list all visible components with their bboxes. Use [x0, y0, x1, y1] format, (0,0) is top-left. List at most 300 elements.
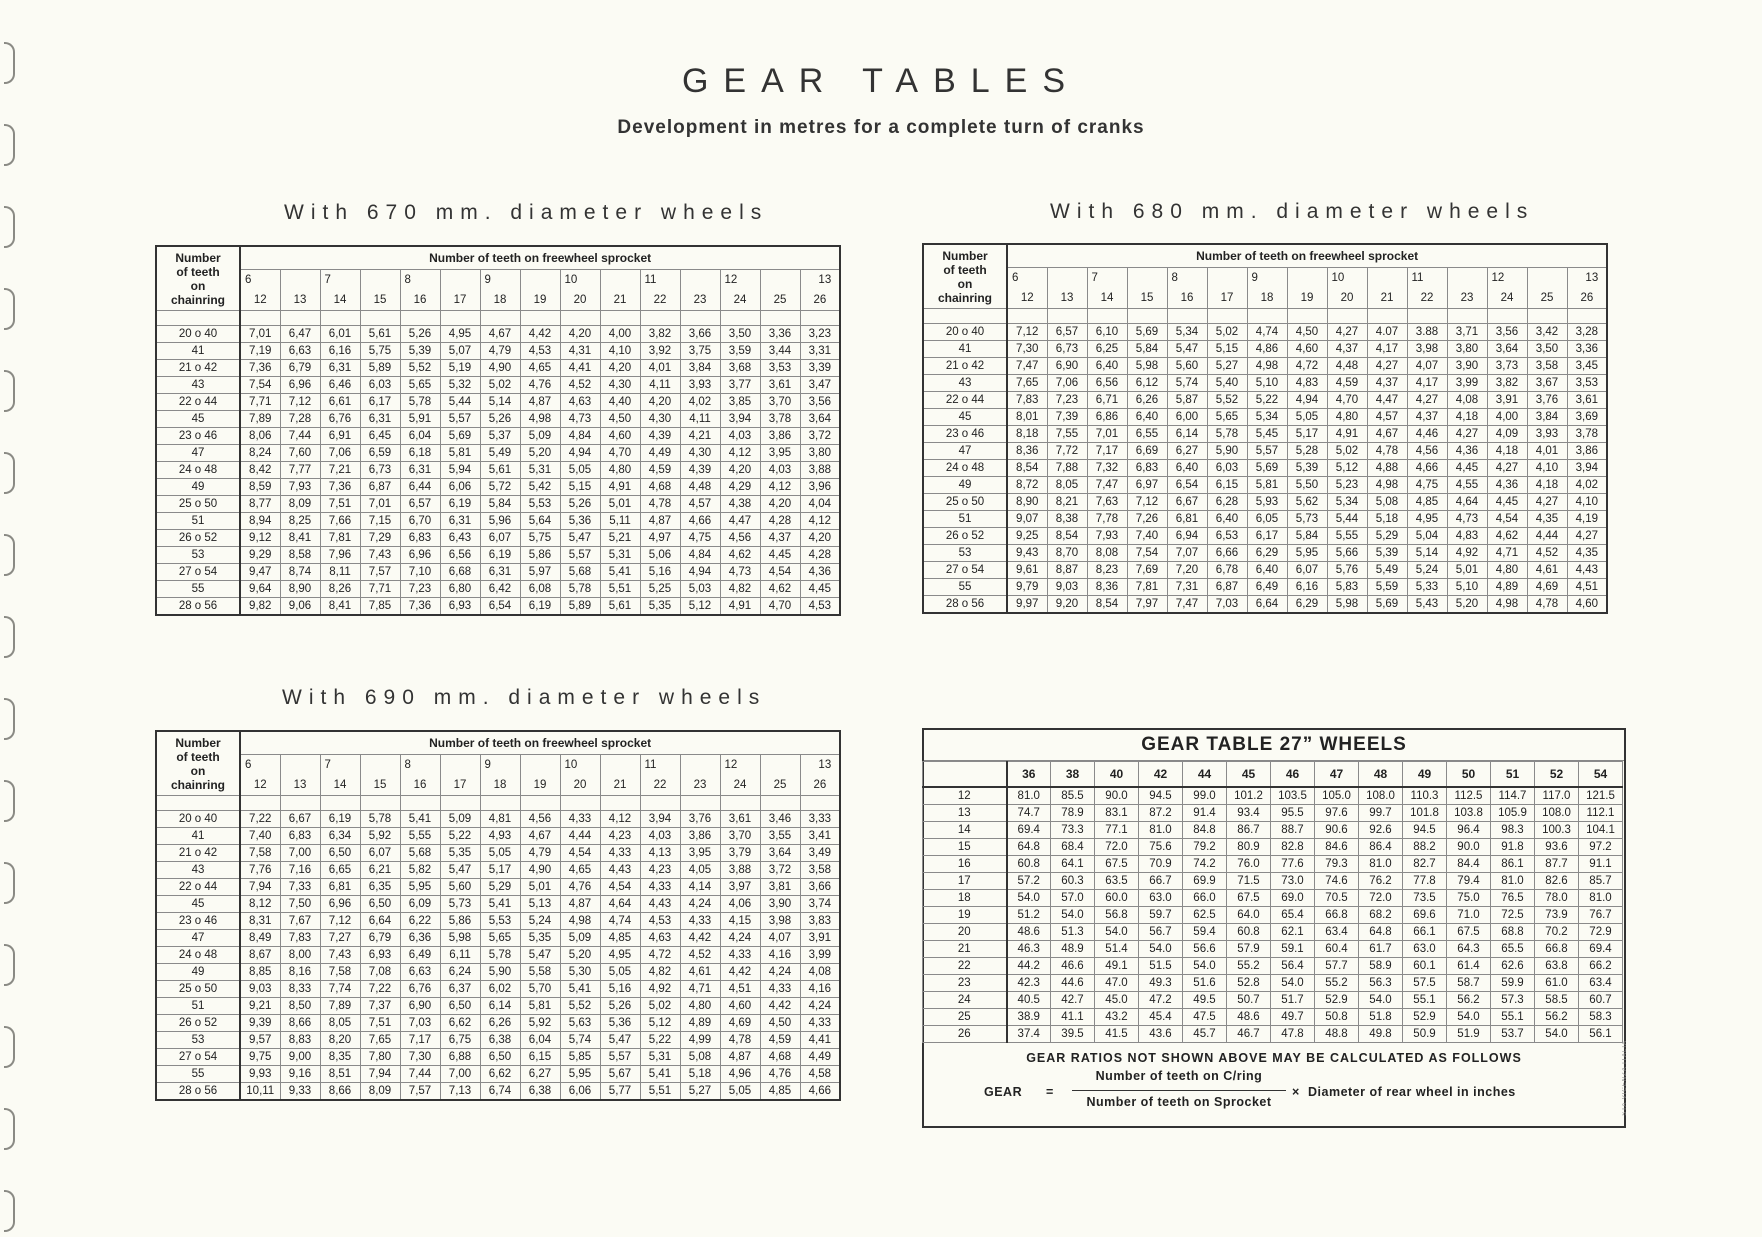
- chainring-col-header: 48: [1359, 762, 1403, 788]
- sprocket-bottom-cell: 13: [280, 775, 320, 796]
- development-cell: 5,05: [720, 1083, 760, 1101]
- sprocket-top-cell: 12: [1487, 268, 1527, 289]
- development-cell: 4,27: [1567, 528, 1607, 545]
- gear-inch-cell: 86.1: [1491, 856, 1535, 873]
- gear-inch-cell: 65.4: [1271, 907, 1315, 924]
- sprocket-bottom-cell: 12: [240, 775, 280, 796]
- development-cell: 4,78: [1367, 443, 1407, 460]
- gear-inch-cell: 52.9: [1403, 1009, 1447, 1026]
- development-cell: 6,81: [1167, 511, 1207, 528]
- development-cell: 4,89: [680, 1015, 720, 1032]
- chainring-label: 20 o 40: [923, 324, 1007, 341]
- gear-inch-cell: 61.7: [1359, 941, 1403, 958]
- development-cell: 4,94: [560, 445, 600, 462]
- development-cell: 5,61: [360, 326, 400, 343]
- header-row: [156, 246, 840, 270]
- table-row: [923, 545, 1607, 562]
- development-cell: 4,95: [600, 947, 640, 964]
- development-cell: 4,17: [1407, 375, 1447, 392]
- gear-inch-cell: 70.9: [1139, 856, 1183, 873]
- development-cell: 3,41: [800, 828, 840, 845]
- table-row: [923, 924, 1623, 941]
- sprocket-top-cell: 10: [560, 755, 600, 776]
- sprocket-bottom-cell: 20: [1327, 288, 1367, 309]
- development-cell: 4,01: [1527, 443, 1567, 460]
- chainring-col-header: 54: [1579, 762, 1623, 788]
- development-cell: 5,44: [1327, 511, 1367, 528]
- development-cell: 5,69: [1367, 596, 1407, 614]
- gear-inch-cell: 63.4: [1579, 975, 1623, 992]
- table-row: [156, 947, 840, 964]
- blank-cell: [680, 796, 720, 811]
- development-cell: 6,35: [360, 879, 400, 896]
- development-cell: 9,07: [1007, 511, 1047, 528]
- development-cell: 8,38: [1047, 511, 1087, 528]
- gear-inch-cell: 74.7: [1007, 805, 1051, 822]
- development-cell: 6,63: [280, 343, 320, 360]
- development-cell: 3,76: [1527, 392, 1567, 409]
- sprocket-top-cell: [1047, 268, 1087, 289]
- chainring-label: 43: [156, 862, 240, 879]
- blank-cell: [280, 311, 320, 326]
- gear-inch-cell: 55.2: [1227, 958, 1271, 975]
- development-cell: 5,68: [400, 845, 440, 862]
- binding-ring: [4, 1108, 15, 1150]
- gear-inch-cell: 47.2: [1139, 992, 1183, 1009]
- development-cell: 3,56: [1487, 324, 1527, 341]
- chainring-label: 45: [156, 896, 240, 913]
- development-cell: 5,61: [480, 462, 520, 479]
- development-cell: 7,74: [320, 981, 360, 998]
- development-cell: 3,50: [1527, 341, 1567, 358]
- development-cell: 5,58: [520, 964, 560, 981]
- development-cell: 5,36: [560, 513, 600, 530]
- sprocket-row-bottom: [923, 288, 1607, 309]
- table-row: [156, 598, 840, 616]
- development-cell: 8,77: [240, 496, 280, 513]
- chainring-label: 53: [923, 545, 1007, 562]
- sprocket-top-cell: [680, 270, 720, 291]
- development-cell: 9,47: [240, 564, 280, 581]
- development-cell: 4,54: [600, 879, 640, 896]
- development-cell: 4,60: [1287, 341, 1327, 358]
- development-cell: 4,68: [640, 479, 680, 496]
- development-cell: 5,01: [600, 496, 640, 513]
- development-cell: 6,10: [1087, 324, 1127, 341]
- blank-cell: [240, 796, 280, 811]
- table-row: [156, 479, 840, 496]
- development-cell: 5,82: [400, 862, 440, 879]
- development-cell: 3,80: [800, 445, 840, 462]
- development-cell: 4,63: [640, 930, 680, 947]
- development-cell: 6,14: [480, 998, 520, 1015]
- gear-inch-cell: 47.0: [1095, 975, 1139, 992]
- development-cell: 5,05: [560, 462, 600, 479]
- development-cell: 5,97: [520, 564, 560, 581]
- sprocket-top-cell: [760, 755, 800, 776]
- development-cell: 8,42: [240, 462, 280, 479]
- development-cell: 4,56: [520, 811, 560, 828]
- chainring-label: 21 o 42: [156, 360, 240, 377]
- development-cell: 4,76: [560, 879, 600, 896]
- development-cell: 4,92: [1447, 545, 1487, 562]
- development-cell: 5,68: [560, 564, 600, 581]
- development-cell: 6,34: [320, 828, 360, 845]
- development-cell: 3,82: [640, 326, 680, 343]
- development-cell: 5,32: [440, 377, 480, 394]
- gear-inch-cell: 60.8: [1007, 856, 1051, 873]
- development-cell: 6,17: [360, 394, 400, 411]
- development-cell: 5,49: [1367, 562, 1407, 579]
- gear-inch-cell: 81.0: [1491, 873, 1535, 890]
- development-cell: 5,57: [560, 547, 600, 564]
- gear-inch-cell: 64.3: [1447, 941, 1491, 958]
- gear-inch-cell: 76.0: [1227, 856, 1271, 873]
- development-cell: 5,85: [560, 1049, 600, 1066]
- table-row: [156, 496, 840, 513]
- development-cell: 4,47: [1367, 392, 1407, 409]
- gear-inch-cell: 82.6: [1535, 873, 1579, 890]
- blank-row: [156, 311, 840, 326]
- development-cell: 5,93: [1247, 494, 1287, 511]
- development-cell: 4,78: [1527, 596, 1567, 614]
- gear-table-27-wheels: [922, 728, 1626, 1128]
- development-cell: 6,76: [400, 981, 440, 998]
- gear-inch-cell: 81.0: [1359, 856, 1403, 873]
- formula-multiply: ×: [1292, 1085, 1300, 1099]
- development-cell: 3,72: [800, 428, 840, 445]
- development-cell: 4,85: [600, 930, 640, 947]
- development-cell: 6,43: [440, 530, 480, 547]
- chainring-label: 28 o 56: [923, 596, 1007, 614]
- sprocket-top-cell: 6: [240, 270, 280, 291]
- development-cell: 4,12: [720, 445, 760, 462]
- table-row: [923, 941, 1623, 958]
- development-cell: 7,12: [1007, 324, 1047, 341]
- development-cell: 6,07: [1287, 562, 1327, 579]
- development-cell: 5,64: [520, 513, 560, 530]
- development-cell: 5,03: [680, 581, 720, 598]
- sprocket-top-cell: 7: [320, 270, 360, 291]
- development-cell: 3,98: [760, 913, 800, 930]
- gear-inch-cell: 56.4: [1271, 958, 1315, 975]
- development-cell: 4,95: [1407, 511, 1447, 528]
- development-cell: 7,81: [320, 530, 360, 547]
- development-cell: 5,53: [520, 496, 560, 513]
- development-cell: 5,84: [1127, 341, 1167, 358]
- sprocket-bottom-cell: 14: [320, 775, 360, 796]
- development-cell: 5,89: [360, 360, 400, 377]
- development-cell: 6,61: [320, 394, 360, 411]
- table-row: [923, 958, 1623, 975]
- development-cell: 4,70: [760, 598, 800, 616]
- sprocket-top-cell: [360, 755, 400, 776]
- blank-cell: [800, 796, 840, 811]
- sprocket-bottom-cell: 18: [480, 290, 520, 311]
- sprocket-top-cell: 7: [1087, 268, 1127, 289]
- development-cell: 4,10: [1567, 494, 1607, 511]
- development-cell: 8,54: [1007, 460, 1047, 477]
- development-cell: 7,65: [1007, 375, 1047, 392]
- development-cell: 8,87: [1047, 562, 1087, 579]
- development-cell: 5,86: [440, 913, 480, 930]
- sprocket-top-cell: [360, 270, 400, 291]
- development-cell: 9,06: [280, 598, 320, 616]
- development-cell: 3,68: [720, 360, 760, 377]
- gear-inch-cell: 60.0: [1095, 890, 1139, 907]
- development-cell: 8,41: [320, 598, 360, 616]
- gear-inch-cell: 38.9: [1007, 1009, 1051, 1026]
- chainring-label: 21 o 42: [923, 358, 1007, 375]
- development-cell: 3,78: [1567, 426, 1607, 443]
- section-title-670: With 670 mm. diameter wheels: [284, 201, 769, 224]
- formula-numerator: Number of teeth on C/ring: [1095, 1069, 1263, 1083]
- development-cell: 8,54: [1047, 528, 1087, 545]
- development-cell: 3,81: [760, 879, 800, 896]
- gear-inch-cell: 67.5: [1227, 890, 1271, 907]
- chainring-col-header: 45: [1227, 762, 1271, 788]
- development-cell: 5,29: [1367, 528, 1407, 545]
- development-cell: 7,29: [360, 530, 400, 547]
- chainring-header-line: on: [957, 276, 973, 291]
- sprocket-label: 20: [923, 924, 1007, 941]
- gear-inch-cell: 91.8: [1491, 839, 1535, 856]
- development-cell: 8,85: [240, 964, 280, 981]
- sprocket-top-cell: 13: [800, 755, 840, 776]
- development-cell: 7,10: [400, 564, 440, 581]
- gear-inch-cell: 98.3: [1491, 822, 1535, 839]
- development-cell: 9,82: [240, 598, 280, 616]
- gear-inch-cell: 56.2: [1447, 992, 1491, 1009]
- table-row: [156, 1083, 840, 1101]
- development-cell: 3,66: [800, 879, 840, 896]
- development-cell: 4,05: [680, 862, 720, 879]
- chainring-label: 23 o 46: [156, 913, 240, 930]
- sprocket-bottom-cell: 22: [640, 775, 680, 796]
- development-cell: 5,31: [600, 547, 640, 564]
- development-cell: 6,19: [440, 496, 480, 513]
- development-cell: 4,76: [760, 1066, 800, 1083]
- gear-inch-cell: 66.1: [1403, 924, 1447, 941]
- development-cell: 7,81: [1127, 579, 1167, 596]
- gear-inch-cell: 67.5: [1447, 924, 1491, 941]
- gear-inch-cell: 76.5: [1491, 890, 1535, 907]
- development-cell: 4,98: [560, 913, 600, 930]
- development-cell: 7,08: [360, 964, 400, 981]
- table-row: [923, 822, 1623, 839]
- table-row: [156, 513, 840, 530]
- development-cell: 4,91: [720, 598, 760, 616]
- formula-denominator: Number of teeth on Sprocket: [1086, 1095, 1272, 1109]
- development-cell: 6,57: [400, 496, 440, 513]
- development-cell: 4,33: [680, 913, 720, 930]
- development-cell: 8,09: [360, 1083, 400, 1101]
- development-cell: 6,63: [400, 964, 440, 981]
- development-cell: 3,79: [720, 845, 760, 862]
- chainring-label: 47: [156, 445, 240, 462]
- development-cell: 7,03: [400, 1015, 440, 1032]
- gear-inch-cell: 48.9: [1051, 941, 1095, 958]
- development-cell: 4,66: [800, 1083, 840, 1101]
- chainring-col-header: 52: [1535, 762, 1579, 788]
- development-cell: 7,31: [1167, 579, 1207, 596]
- gear-inch-cell: 63.4: [1315, 924, 1359, 941]
- gear-inch-cell: 53.7: [1491, 1026, 1535, 1043]
- table-row: [923, 787, 1623, 805]
- development-cell: 5,69: [1127, 324, 1167, 341]
- development-cell: 7,55: [1047, 426, 1087, 443]
- gear-inch-cell: 44.2: [1007, 958, 1051, 975]
- development-cell: 4,53: [800, 598, 840, 616]
- development-cell: 5,16: [640, 564, 680, 581]
- development-cell: 6,40: [1087, 358, 1127, 375]
- development-cell: 5,42: [520, 479, 560, 496]
- development-cell: 7,20: [1167, 562, 1207, 579]
- development-cell: 4,66: [680, 513, 720, 530]
- development-cell: 8,72: [1007, 477, 1047, 494]
- development-cell: 7,30: [1007, 341, 1047, 358]
- gear-inch-cell: 93.4: [1227, 805, 1271, 822]
- gear-ratio-footnote: GEAR RATIOS NOT SHOWN ABOVE MAY BE CALCULATED AS FOLLOWS: [1026, 1051, 1522, 1065]
- development-cell: 5,01: [1447, 562, 1487, 579]
- development-cell: 7,12: [1127, 494, 1167, 511]
- development-cell: 4,40: [600, 394, 640, 411]
- development-cell: 4,33: [760, 981, 800, 998]
- development-cell: 5,11: [600, 513, 640, 530]
- development-cell: 7,44: [400, 1066, 440, 1083]
- development-cell: 6,19: [480, 547, 520, 564]
- chainring-label: 27 o 54: [156, 1049, 240, 1066]
- development-cell: 6,07: [480, 530, 520, 547]
- development-cell: 6,37: [440, 981, 480, 998]
- development-cell: 6,04: [400, 428, 440, 445]
- blank-cell: [680, 311, 720, 326]
- table-row: [156, 845, 840, 862]
- development-cell: 5,13: [520, 896, 560, 913]
- gear-inch-cell: 78.0: [1535, 890, 1579, 907]
- chainring-col-header: 44: [1183, 762, 1227, 788]
- table-row: [923, 392, 1607, 409]
- gear-inch-cell: 64.0: [1227, 907, 1271, 924]
- development-cell: 4,67: [520, 828, 560, 845]
- blank-row: [156, 796, 840, 811]
- gear-inch-cell: 69.4: [1579, 941, 1623, 958]
- development-cell: 4,33: [720, 947, 760, 964]
- development-cell: 4,99: [680, 1032, 720, 1049]
- development-cell: 5,17: [1287, 426, 1327, 443]
- binding-ring: [4, 616, 15, 658]
- chainring-label: 53: [156, 1032, 240, 1049]
- development-cell: 4,85: [760, 1083, 800, 1101]
- gear-inch-cell: 81.0: [1139, 822, 1183, 839]
- blank-cell: [1247, 309, 1287, 324]
- development-cell: 8,59: [240, 479, 280, 496]
- gear-inch-cell: 41.5: [1095, 1026, 1139, 1043]
- development-cell: 6,11: [440, 947, 480, 964]
- development-cell: 4,18: [1487, 443, 1527, 460]
- development-cell: 5,19: [440, 360, 480, 377]
- development-cell: 5,51: [640, 1083, 680, 1101]
- gear-inch-cell: 77.8: [1403, 873, 1447, 890]
- development-cell: 8,23: [1087, 562, 1127, 579]
- gear-inch-cell: 49.1: [1095, 958, 1139, 975]
- development-cell: 4,51: [720, 981, 760, 998]
- table-row: [156, 326, 840, 343]
- gear-inch-cell: 85.7: [1579, 873, 1623, 890]
- development-cell: 4,98: [1367, 477, 1407, 494]
- gear-inch-cell: 99.0: [1183, 787, 1227, 805]
- development-cell: 6,03: [360, 377, 400, 394]
- development-cell: 5,52: [560, 998, 600, 1015]
- development-cell: 4,42: [760, 998, 800, 1015]
- development-cell: 6,62: [440, 1015, 480, 1032]
- development-cell: 5,43: [1407, 596, 1447, 614]
- development-cell: 6,64: [360, 913, 400, 930]
- development-cell: 5,83: [1327, 579, 1367, 596]
- sprocket-row-top: [156, 755, 840, 776]
- gear-inch-cell: 57.2: [1007, 873, 1051, 890]
- gear-inch-cell: 86.4: [1359, 839, 1403, 856]
- development-cell: 6,66: [1207, 545, 1247, 562]
- table-row: [156, 1032, 840, 1049]
- development-cell: 5,53: [480, 913, 520, 930]
- table-row: [923, 839, 1623, 856]
- development-cell: 5,15: [560, 479, 600, 496]
- development-cell: 6,28: [1207, 494, 1247, 511]
- gear-inch-cell: 51.4: [1095, 941, 1139, 958]
- development-cell: 4,73: [1447, 511, 1487, 528]
- development-cell: 7,30: [400, 1049, 440, 1066]
- development-cell: 5,75: [360, 343, 400, 360]
- gear-inch-cell: 54.0: [1183, 958, 1227, 975]
- development-cell: 3,76: [680, 811, 720, 828]
- table-row: [156, 1049, 840, 1066]
- blank-cell: [320, 796, 360, 811]
- development-cell: 6,49: [1247, 579, 1287, 596]
- gear-inch-cell: 76.7: [1579, 907, 1623, 924]
- development-cell: 5,47: [560, 530, 600, 547]
- gear-inch-cell: 42.7: [1051, 992, 1095, 1009]
- development-cell: 4,35: [1567, 545, 1607, 562]
- blank-cell: [1207, 309, 1247, 324]
- gear-inch-cell: 72.0: [1095, 839, 1139, 856]
- development-cell: 6,83: [400, 530, 440, 547]
- development-cell: 6,70: [400, 513, 440, 530]
- gear-inch-cell: 47.8: [1271, 1026, 1315, 1043]
- development-cell: 4,82: [640, 964, 680, 981]
- development-cell: 5,26: [400, 326, 440, 343]
- development-cell: 4.07: [1367, 324, 1407, 341]
- development-cell: 4,12: [800, 513, 840, 530]
- blank-cell: [1047, 309, 1087, 324]
- table-row: [923, 1009, 1623, 1026]
- development-cell: 4,45: [1447, 460, 1487, 477]
- development-cell: 6,24: [440, 964, 480, 981]
- development-cell: 4,24: [760, 964, 800, 981]
- development-cell: 5,74: [560, 1032, 600, 1049]
- sprocket-bottom-cell: 16: [400, 775, 440, 796]
- development-cell: 3,61: [1567, 392, 1607, 409]
- sprocket-bottom-cell: 17: [1207, 288, 1247, 309]
- table-row: [923, 890, 1623, 907]
- development-cell: 5,29: [480, 879, 520, 896]
- development-cell: 3,86: [680, 828, 720, 845]
- development-cell: 3,69: [1567, 409, 1607, 426]
- chainring-header-line: of teeth: [176, 264, 220, 279]
- development-cell: 3,90: [760, 896, 800, 913]
- development-cell: 9,57: [240, 1032, 280, 1049]
- development-cell: 3,90: [1447, 358, 1487, 375]
